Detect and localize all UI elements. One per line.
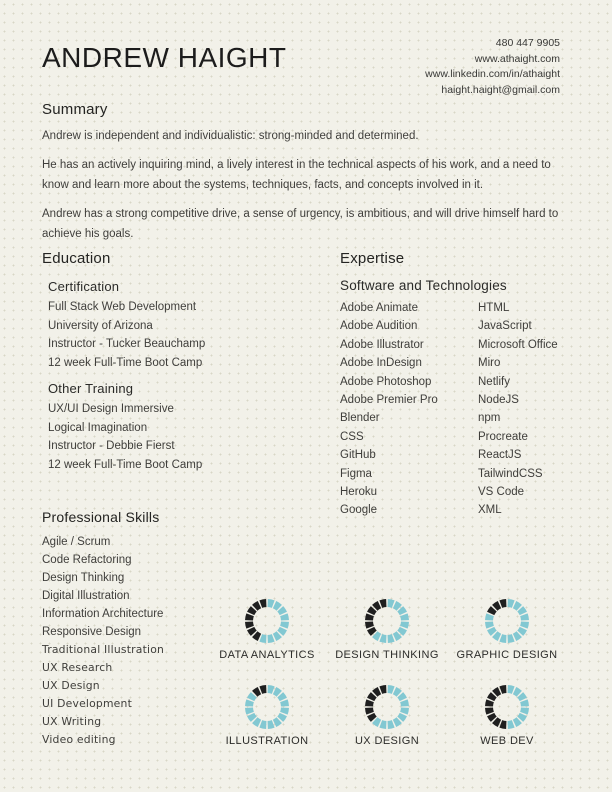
donut-segment (251, 629, 254, 634)
donut-segment (261, 638, 267, 639)
certification-items (48, 298, 308, 372)
software-technologies-title: Software and Technologies (340, 278, 507, 293)
donut-segment (404, 622, 405, 628)
education-item: Logical Imagination (48, 421, 148, 434)
donut-segment (491, 629, 494, 634)
donut-segment (495, 634, 500, 637)
donut-segment (275, 691, 280, 694)
contact-line: www.linkedin.com/in/athaight (425, 68, 560, 81)
education-item: UX/UI Design Immersive (48, 403, 174, 415)
donut-segment (520, 609, 523, 614)
donut-segment (251, 695, 254, 700)
donut-segment (261, 689, 267, 690)
donut-segment (375, 691, 380, 694)
skill-item: UI Development (42, 697, 133, 710)
skill-item: Traditional Illustration (42, 643, 165, 656)
donut-segment (369, 615, 370, 621)
donut-segment (501, 724, 507, 725)
donut-segment (515, 720, 520, 723)
technology-item: ReactJS (478, 449, 522, 462)
donut-segment (261, 603, 267, 604)
technology-item: Adobe Audition (340, 320, 418, 333)
donut-segment (268, 603, 274, 604)
donut-segment (284, 708, 285, 714)
donut-segment (491, 609, 494, 614)
donut-segment (395, 720, 400, 723)
donut-segment (400, 715, 403, 720)
donut-segment (255, 605, 260, 608)
skill-item: Code Refactoring (42, 554, 132, 566)
donut-segment (520, 715, 523, 720)
technology-item: Netlify (478, 375, 510, 388)
skill-item: UX Design (42, 679, 100, 692)
donut-segment (489, 615, 490, 621)
technology-columns (340, 299, 576, 520)
donut-segment (280, 715, 283, 720)
contact-line: www.athaight.com (474, 52, 560, 65)
summary-paragraph: Andrew is independent and individualistic: strong-minded and determined. (42, 130, 419, 142)
technology-item: Miro (478, 357, 501, 370)
donut-segment (508, 724, 514, 725)
donut-segment (275, 605, 280, 608)
donut-chart (364, 598, 410, 644)
donut-segment (255, 634, 260, 637)
skill-item: Digital Illustration (42, 590, 130, 602)
donut-segment (524, 622, 525, 628)
donut-segment (255, 720, 260, 723)
technology-item: Adobe Photoshop (340, 375, 432, 388)
technology-item: Adobe Illustrator (340, 338, 424, 351)
skill-charts-grid (207, 598, 567, 770)
donut-segment (388, 603, 394, 604)
donut-chart (244, 684, 290, 730)
donut-segment (515, 691, 520, 694)
technology-item: Google (340, 504, 378, 517)
skill-item: Information Architecture (42, 608, 164, 620)
contact-info (260, 36, 560, 99)
skill-item: Responsive Design (42, 626, 142, 638)
certification-title: Certification (48, 279, 120, 294)
donut-segment (495, 605, 500, 608)
other-training-title: Other Training (48, 381, 134, 396)
donut-segment (520, 629, 523, 634)
donut-segment (251, 715, 254, 720)
donut-segment (284, 701, 285, 707)
donut-segment (400, 629, 403, 634)
technology-column-right (478, 299, 576, 520)
donut-segment (284, 622, 285, 628)
donut-segment (261, 724, 267, 725)
summary-paragraph: He has an actively inquiring mind, a lively interest in the technical aspects of his work, and a need to know and learn more about the systems, techniques, facts, and concepts involved in it. (42, 159, 551, 191)
skill-chart (447, 598, 567, 684)
donut-segment (251, 609, 254, 614)
donut-segment (495, 720, 500, 723)
technology-item: NodeJS (478, 394, 519, 407)
donut-segment (275, 634, 280, 637)
donut-chart (244, 598, 290, 644)
donut-segment (371, 695, 374, 700)
donut-segment (268, 724, 274, 725)
donut-segment (375, 605, 380, 608)
donut-segment (249, 615, 250, 621)
technology-item: npm (478, 412, 501, 425)
technology-item: HTML (478, 302, 510, 314)
donut-segment (400, 609, 403, 614)
education-heading: Education (42, 250, 111, 267)
skill-chart (447, 684, 567, 770)
donut-segment (501, 689, 507, 690)
education-item: 12 week Full-Time Boot Camp (48, 458, 203, 471)
technology-item: Microsoft Office (478, 338, 558, 351)
donut-segment (280, 695, 283, 700)
donut-segment (381, 638, 387, 639)
skill-chart-label: UX DESIGN (354, 735, 420, 747)
skill-chart (327, 598, 447, 684)
technology-item: Adobe Premier Pro (340, 394, 438, 407)
summary-paragraphs (42, 126, 566, 253)
education-item: Full Stack Web Development (48, 301, 197, 313)
donut-segment (284, 615, 285, 621)
donut-segment (369, 622, 370, 628)
skill-chart-label: WEB DEV (480, 735, 534, 747)
donut-segment (371, 715, 374, 720)
donut-segment (520, 695, 523, 700)
donut-segment (395, 605, 400, 608)
donut-segment (404, 615, 405, 621)
donut-segment (280, 609, 283, 614)
donut-segment (489, 701, 490, 707)
technology-item: JavaScript (478, 320, 532, 333)
donut-segment (249, 701, 250, 707)
donut-segment (381, 603, 387, 604)
donut-segment (381, 724, 387, 725)
donut-segment (515, 605, 520, 608)
technology-item: Figma (340, 467, 372, 480)
donut-segment (388, 638, 394, 639)
skill-item: Agile / Scrum (42, 536, 111, 548)
summary-heading: Summary (42, 101, 108, 118)
donut-segment (388, 724, 394, 725)
education-item: Instructor - Debbie Fierst (48, 440, 175, 453)
skill-item: Video editing (42, 733, 116, 746)
technology-item: GitHub (340, 449, 376, 462)
skill-chart (207, 684, 327, 770)
technology-item: VS Code (478, 486, 525, 499)
donut-segment (371, 609, 374, 614)
donut-segment (400, 695, 403, 700)
donut-segment (249, 622, 250, 628)
contact-line: haight.haight@gmail.com (441, 84, 560, 97)
person-name: ANDREW HAIGHT (42, 42, 287, 73)
donut-segment (371, 629, 374, 634)
education-item: Instructor - Tucker Beauchamp (48, 338, 206, 351)
expertise-heading: Expertise (340, 250, 405, 267)
donut-segment (491, 695, 494, 700)
donut-segment (388, 689, 394, 690)
skill-chart (207, 598, 327, 684)
technology-item: Heroku (340, 486, 378, 499)
donut-segment (501, 603, 507, 604)
donut-segment (375, 634, 380, 637)
donut-segment (524, 708, 525, 714)
donut-segment (501, 638, 507, 639)
donut-segment (495, 691, 500, 694)
technology-item: Procreate (478, 430, 528, 443)
skill-chart-label: DESIGN THINKING (335, 649, 439, 661)
donut-segment (381, 689, 387, 690)
donut-segment (491, 715, 494, 720)
education-item: University of Arizona (48, 319, 153, 332)
donut-segment (280, 629, 283, 634)
donut-segment (404, 701, 405, 707)
other-training-items (48, 400, 308, 474)
donut-segment (268, 689, 274, 690)
donut-segment (369, 701, 370, 707)
donut-segment (375, 720, 380, 723)
other-training-section (48, 381, 308, 474)
donut-segment (404, 708, 405, 714)
donut-segment (369, 708, 370, 714)
education-item: 12 week Full-Time Boot Camp (48, 356, 203, 369)
professional-skills-heading: Professional Skills (42, 509, 160, 525)
technology-item: TailwindCSS (478, 467, 543, 480)
donut-segment (249, 708, 250, 714)
donut-segment (524, 615, 525, 621)
technology-item: CSS (340, 430, 364, 443)
donut-segment (489, 622, 490, 628)
skill-chart-label: ILLUSTRATION (225, 735, 309, 747)
donut-segment (275, 720, 280, 723)
donut-segment (395, 691, 400, 694)
donut-chart (484, 684, 530, 730)
skill-chart (327, 684, 447, 770)
donut-segment (268, 638, 274, 639)
technology-item: Adobe Animate (340, 302, 419, 314)
donut-segment (395, 634, 400, 637)
technology-item: XML (478, 504, 502, 517)
skill-item: UX Research (42, 661, 113, 674)
donut-segment (489, 708, 490, 714)
donut-chart (484, 598, 530, 644)
summary-paragraph: Andrew has a strong competitive drive, a sense of urgency, is ambitious, and will drive himself hard to achieve his goals. (42, 208, 559, 240)
technology-item: Adobe InDesign (340, 357, 422, 370)
donut-segment (508, 638, 514, 639)
contact-line: 480 447 9905 (495, 37, 560, 49)
technology-column-left (340, 299, 478, 520)
donut-segment (255, 691, 260, 694)
donut-chart (364, 684, 410, 730)
skill-item: Design Thinking (42, 572, 125, 584)
donut-segment (524, 701, 525, 707)
certification-section (48, 279, 308, 372)
donut-segment (508, 689, 514, 690)
skill-item: UX Writing (42, 715, 102, 728)
technology-item: Blender (340, 412, 380, 425)
skill-chart-label: DATA ANALYTICS (219, 649, 315, 661)
donut-segment (508, 603, 514, 604)
donut-segment (515, 634, 520, 637)
skill-chart-label: GRAPHIC DESIGN (456, 649, 558, 661)
